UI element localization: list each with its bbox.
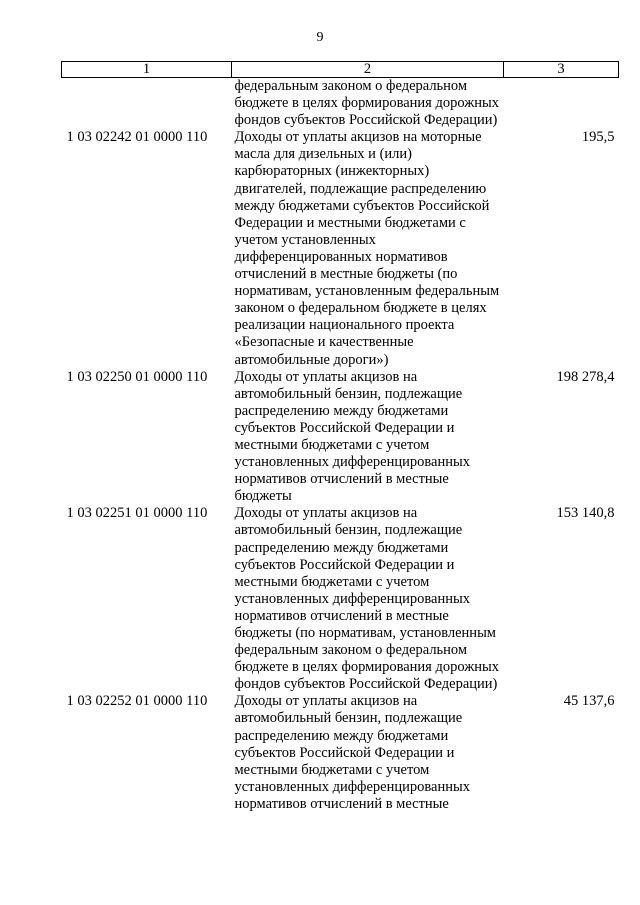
revenue-amount: 153 140,8 [556, 505, 615, 522]
page-number: 9 [316, 30, 324, 45]
table-row [62, 505, 619, 693]
table-row [62, 693, 619, 813]
table-body [62, 78, 619, 814]
revenue-table [61, 61, 619, 813]
table-row [62, 369, 619, 506]
revenue-description: федеральным законом о федеральном бюджете в целях формирования дорожных фондов субъектов Российской Федерации) [234, 78, 500, 129]
table-header-row [62, 62, 619, 78]
column-header-code: 1 [62, 62, 232, 78]
table-row [62, 129, 619, 368]
revenue-description: Доходы от уплаты акцизов на автомобильный бензин, подлежащие распределению между бюджетами субъектов Российской Федерации и местными бюджетами с учетом установленных дифференцированных нормативов отчислений в местные бюджеты [234, 368, 470, 505]
revenue-amount: 195,5 [581, 129, 615, 146]
revenue-code: 1 03 02252 01 0000 110 [66, 693, 208, 710]
revenue-code: 1 03 02250 01 0000 110 [66, 368, 208, 385]
revenue-description: Доходы от уплаты акцизов на автомобильный бензин, подлежащие распределению между бюджетами субъектов Российской Федерации и местными бюджетами с учетом установленных дифференцированных нормативов отчислений в местные [234, 693, 470, 812]
revenue-amount: 198 278,4 [556, 368, 615, 385]
column-header-amount: 3 [504, 62, 619, 78]
revenue-code: 1 03 02242 01 0000 110 [66, 129, 208, 146]
revenue-description: Доходы от уплаты акцизов на моторные масла для дизельных и (или) карбюраторных (инжекторных) двигателей, подлежащие распределению между бюджетами субъектов Российской Федерации и местными бюджетами с учетом установленных дифференцированных нормативов отчислений в местные бюджеты (по нормативам, установленным федеральным законом о федеральном бюджете в целях реализации национального проекта «Безопасные и качественные автомобильные дороги») [234, 129, 500, 368]
revenue-amount: 45 137,6 [563, 693, 615, 710]
revenue-description: Доходы от уплаты акцизов на автомобильный бензин, подлежащие распределению между бюджетами субъектов Российской Федерации и местными бюджетами с учетом установленных дифференцированных нормативов отчислений в местные бюджеты (по нормативам, установленным федеральным законом о федеральном бюджете в целях формирования дорожных фондов субъектов Российской Федерации) [234, 505, 500, 693]
revenue-amount [504, 78, 619, 130]
table-row [62, 78, 619, 130]
revenue-code: 1 03 02251 01 0000 110 [66, 505, 208, 522]
revenue-code [62, 78, 232, 130]
column-header-name: 2 [232, 62, 504, 78]
table-header [62, 62, 619, 78]
